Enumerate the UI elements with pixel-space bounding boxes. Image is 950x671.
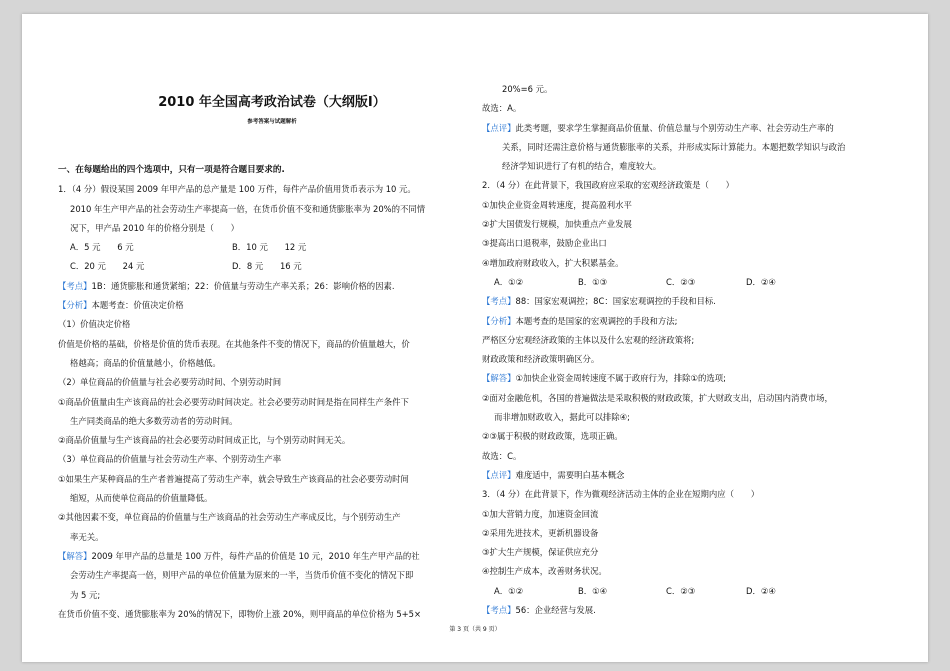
kaodian-text: 1B：通货膨胀和通货紧缩；22：价值量与劳动生产率关系；26：影响价格的因素. [91,280,395,291]
jieda-text: ①加快企业资金周转速度不属于政府行为，排除①的选项; [515,373,726,384]
kaodian-tag: 【考点】 [482,605,516,616]
jieda-line-2: 会劳动生产率提高一倍，则甲产品的单位价值量为原来的一半，当货币价值不变化的情况下即 [70,570,414,581]
fenxi-text: 本题考查：价值决定价格 [91,300,184,311]
kaodian-text: 88：国家宏观调控；8C：国家宏观调控的手段和目标. [515,296,716,307]
jieda-line-3: 为 5 元; [70,589,101,600]
question-3-choices [482,582,910,601]
q1-dianping-line-2: 关系，同时还需注意价格与通货膨胀率的关系，并形成实际计算能力。本题把数学知识与政治 [502,141,846,152]
jieda-text: 2009 年甲产品的总量是 100 万件，每件产品的价值是 10 元，2010 年生产甲产品的社 [91,550,420,561]
q2-jieda-line: 而非增加财政收入，据此可以排除④; [494,412,630,423]
q1-dianping-line-3: 经济学知识进行了有机的结合，难度较大。 [502,161,662,172]
question-2-option: ④增加政府财政收入，扩大积累基金。 [482,257,624,268]
q2-jieda-line: ②③属于积极的财政政策，选项正确。 [482,431,623,442]
q3-kaodian-line [482,601,910,620]
choice-a: A．①② [494,276,524,287]
choice-b: B．①③ [578,276,608,287]
section-heading: 一、在每题给出的四个选项中，只有一项是符合题目要求的. [58,165,285,175]
question-2-option: ②扩大国债发行规模，加快重点产业发展 [482,219,632,230]
q2-jieda-line: ②面对金融危机，各国的普遍做法是采取积极的财政政策，扩大财政支出，启动国内消费市场， [482,392,833,403]
analysis-line: 格越高；商品的价值量越小，价格越低。 [70,357,221,368]
page-subtitle: 参考答案与试题解析 [247,119,297,125]
fenxi-tag: 【分析】 [58,300,92,311]
choice-d: D．8 元 16 元 [232,261,302,272]
analysis-line: 价值是价格的基础，价格是价值的货币表现。在其他条件不变的情况下，商品的价值量越大，价 [58,338,410,349]
jieda-line [58,547,486,566]
q2-analysis-line: 严格区分宏观经济政策的主体以及什么宏观的经济政策将; [482,334,695,345]
question-1-choices-row-2 [58,257,486,276]
dianping-text: 难度适中，需要明白基本概念 [515,469,625,480]
question-1-choices-row-1 [58,238,486,257]
kaodian-tag: 【考点】 [58,280,92,291]
choice-a: A．5 元 6 元 [70,242,134,253]
jieda-tag: 【解答】 [482,373,516,384]
analysis-line: 生产同类商品的绝大多数劳动者的劳动时间。 [70,415,238,426]
document-page [22,14,928,662]
question-2-option: ①加快企业资金周转速度，提高盈利水平 [482,199,632,210]
kaodian-tag: 【考点】 [482,296,516,307]
kaodian-text: 56：企业经营与发展. [515,605,596,616]
choice-d: D．②④ [746,585,776,596]
dianping-tag: 【点评】 [482,122,516,133]
question-3-option: ③扩大生产规模，保证供应充分 [482,547,599,558]
q2-answer: 故选：C。 [482,450,522,461]
choice-c: C．②③ [666,276,696,287]
dianping-text: 此类考题，要求学生掌握商品价值量、价值总量与个别劳动生产率、社会劳动生产率的 [515,122,834,133]
analysis-line: ①商品价值量由生产该商品的社会必要劳动时间决定。社会必要劳动时间是指在同样生产条件下 [58,396,409,407]
choice-c: C．②③ [666,585,696,596]
analysis-line: ②商品价值量与生产该商品的社会必要劳动时间成正比，与个别劳动时间无关。 [58,435,351,446]
analysis-line: （3）单位商品的价值量与社会劳动生产率、个别劳动生产率 [58,454,282,465]
continued-line: 20%=6 元。 [502,84,553,94]
question-3-option: ②采用先进技术，更新机器设备 [482,527,599,538]
choice-a: A．①② [494,585,524,596]
question-1-line-3: 况下，甲产品 2010 年的价格分别是（ ） [70,222,240,233]
q2-jieda-line [482,369,910,388]
analysis-line: 率无关。 [70,531,104,542]
q2-analysis-line: 财政政策和经济政策明确区分。 [482,354,600,365]
question-1-line-1: 1．（4 分）假设某国 2009 年甲产品的总产量是 100 万件，每件产品价值用货币表示为 10 元。 [58,184,416,195]
q2-dianping-line [482,466,910,485]
analysis-line: ②其他因素不变，单位商品的价值量与生产该商品的社会劳动生产率成反比，与个别劳动生产 [58,512,401,523]
question-2-option: ③提高出口退税率，鼓励企业出口 [482,238,607,249]
choice-b: B．①④ [578,585,608,596]
fenxi-line [58,296,486,315]
page-footer: 第 3 页（共 9 页） [449,626,501,633]
question-3-option: ④控制生产成本，改善财务状况。 [482,566,607,577]
choice-b: B．10 元 12 元 [232,242,307,253]
jieda-line-4: 在货币价值不变、通货膨胀率为 20%的情况下，即物价上涨 20%，则甲商品的单位价格为 5+5× [58,608,422,619]
jieda-tag: 【解答】 [58,550,92,561]
q2-kaodian-line [482,292,910,311]
kaodian-line [58,277,486,296]
q2-fenxi-line [482,312,910,331]
fenxi-tag: 【分析】 [482,315,516,326]
q1-dianping-line [482,119,910,138]
page-title: 2010 年全国高考政治试卷（大纲版Ⅰ） [158,95,386,110]
fenxi-text: 本题考查的是国家的宏观调控的手段和方法; [515,315,678,326]
question-2-choices [482,273,910,292]
choice-c: C．20 元 24 元 [70,261,145,272]
question-1-line-2: 2010 年生产甲产品的社会劳动生产率提高一倍，在货币价值不变和通货膨胀率为 20%的不同情 [70,203,426,214]
question-3-stem: 3．（4 分）在此背景下，作为微观经济活动主体的企业在短期内应（ ） [482,489,760,500]
dianping-tag: 【点评】 [482,469,516,480]
analysis-line: （1）价值决定价格 [58,319,131,330]
question-2-stem: 2．（4 分）在此背景下，我国政府应采取的宏观经济政策是（ ） [482,180,734,191]
q1-answer: 故选：A。 [482,103,522,114]
analysis-line: 缩短，从而使单位商品的价值量降低。 [70,493,213,504]
choice-d: D．②④ [746,276,776,287]
analysis-line: （2）单位商品的价值量与社会必要劳动时间、个别劳动时间 [58,377,282,388]
question-3-option: ①加大营销力度，加速资金回流 [482,508,599,519]
analysis-line: ①如果生产某种商品的生产者普遍提高了劳动生产率，就会导致生产该商品的社会必要劳动时间 [58,473,409,484]
